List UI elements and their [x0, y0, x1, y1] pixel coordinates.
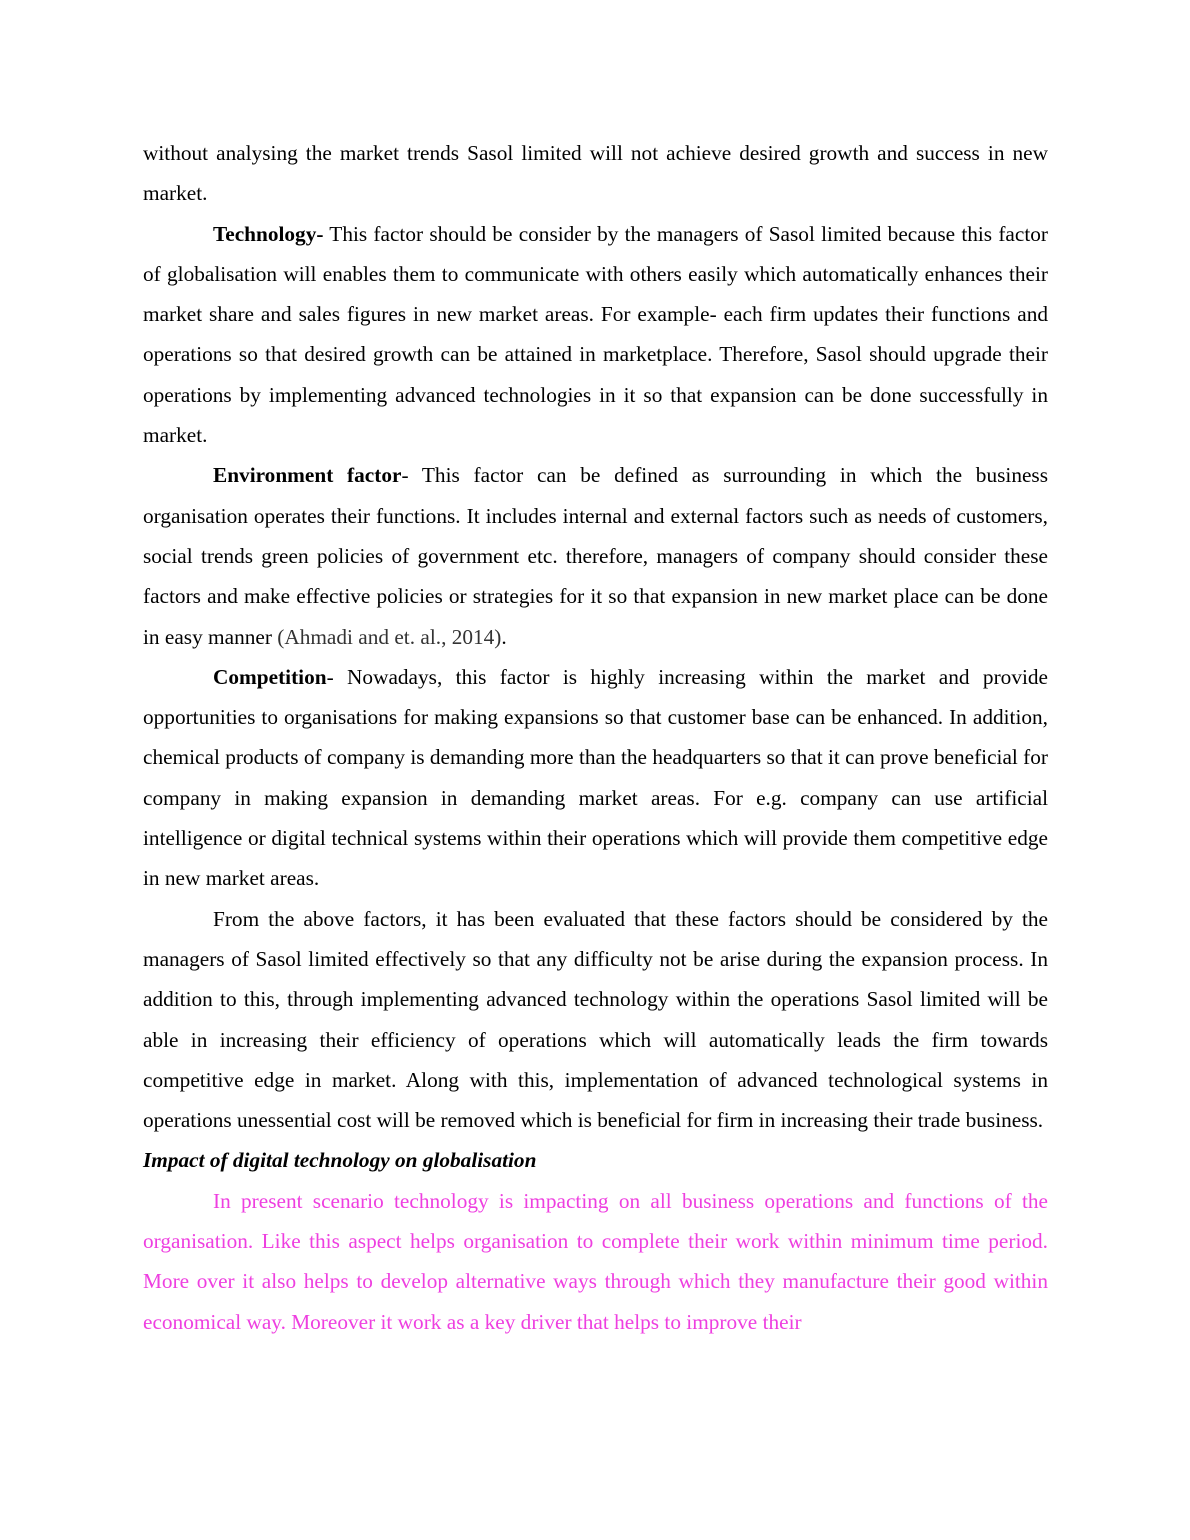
paragraph-highlighted: [143, 1181, 1048, 1342]
document-page: [143, 133, 1048, 1342]
paragraph-technology: [143, 214, 1048, 456]
paragraph-conclusion: [143, 899, 1048, 1141]
paragraph-environment: [143, 455, 1048, 656]
paragraph-environment-end: .: [501, 624, 507, 649]
paragraph-competition: [143, 657, 1048, 899]
paragraph-conclusion-text: From the above factors, it has been evaluated that these factors should be considered by the managers of Sasol limited effectively so that any difficulty not be arise during the expansion process. In addition to this, through implementing advanced technology within the operations Sasol limited will be able in increasing their efficiency of operations which will automatically leads the firm towards competitive edge in market. Along with this, implementation of advanced technological systems in operations unessential cost will be removed which is beneficial for firm in increasing their trade business.: [143, 906, 1048, 1133]
paragraph-intro-text: without analysing the market trends Sasol limited will not achieve desired growth and success in new market.: [143, 141, 1048, 206]
paragraph-competition-text: - Nowadays, this factor is highly increasing within the market and provide opportunities to organisations for making expansions so that customer base can be enhanced. In addition, chemical products of company is demanding more than the headquarters so that it can prove beneficial for company in making expansion in demanding market areas. For e.g. company can use artificial intelligence or digital technical systems within their operations which will provide them competitive edge in new market areas.: [143, 664, 1048, 891]
citation: (Ahmadi and et. al., 2014): [277, 624, 502, 649]
term-technology: Technology-: [213, 221, 324, 246]
paragraph-highlighted-text: In present scenario technology is impacting on all business operations and functions of the organisation. Like this aspect helps organisation to complete their work within minimum time period. More over it also helps to develop alternative ways through which they manufacture their good within economical way. Moreover it work as a key driver that helps to improve their: [143, 1188, 1048, 1334]
paragraph-technology-text: This factor should be consider by the managers of Sasol limited because this factor of globalisation will enables them to communicate with others easily which automatically enhances their market share and sales figures in new market areas. For example- each firm updates their functions and operations so that desired growth can be attained in marketplace. Therefore, Sasol should upgrade their operations by implementing advanced technologies in it so that expansion can be done successfully in market.: [143, 221, 1048, 448]
term-competition: Competition: [213, 664, 327, 689]
paragraph-intro: [143, 133, 1048, 214]
term-environment: Environment factor: [213, 463, 402, 488]
section-heading: Impact of digital technology on globalisation: [143, 1148, 537, 1173]
paragraph-environment-text: - This factor can be defined as surrounding in which the business organisation operates their functions. It includes internal and external factors such as needs of customers, social trends green policies of government etc. therefore, managers of company should consider these factors and make effective policies or strategies for it so that expansion in new market place can be done in easy manner: [143, 463, 1048, 649]
